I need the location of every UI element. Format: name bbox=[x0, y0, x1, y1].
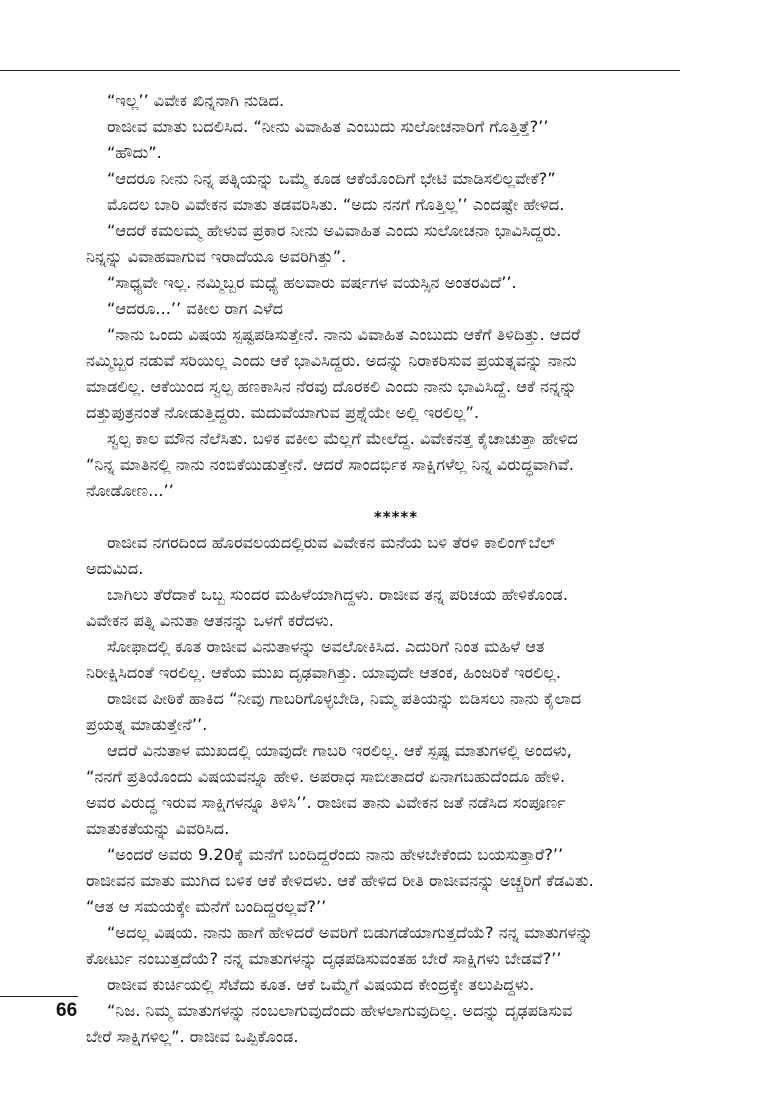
text-line: ರಾಜೀವ ಕುರ್ಚಿಯಲ್ಲಿ ಸೆಟೆದು ಕೂತ. ಆಕೆ ಒಮ್ಮೆಗೆ ವಿಷಯದ ಕೇಂದ್ರಕ್ಕೇ ತಲುಪಿದ್ದಳು. bbox=[107, 975, 535, 994]
text-line: “ಆದರೆ ಕಮಲಮ್ಮ ಹೇಳುವ ಪ್ರಕಾರ ನೀನು ಅವಿವಾಹಿತ ಎಂದು ಸುಲೋಚನಾ ಭಾವಿಸಿದ್ದರು. bbox=[107, 221, 562, 240]
text-line: “ಸಾಧ್ಯವೇ ಇಲ್ಲ. ನಮ್ಮಿಬ್ಬರ ಮಧ್ಯೆ ಹಲವಾರು ವರ್ಷಗಳ ವಯಸ್ಸಿನ ಅಂತರವಿದೆ’’. bbox=[107, 273, 517, 292]
text-line: “ನನಗೆ ಪ್ರತಿಯೊಂದು ವಿಷಯವನ್ನೂ ಹೇಳಿ. ಅಪರಾಧ ಸಾಬೀತಾದರೆ ಏನಾಗಬಹುದೆಂದೂ ಹೇಳಿ. bbox=[86, 767, 566, 786]
text-line: “ನಾನು ಒಂದು ವಿಷಯ ಸ್ಪಷ್ಟಪಡಿಸುತ್ತೇನೆ. ನಾನು ವಿವಾಹಿತ ಎಂಬುದು ಆಕೆಗೆ ತಿಳಿದಿತ್ತು. ಆದರೆ bbox=[107, 325, 581, 344]
text-line: ನಮ್ಮಿಬ್ಬರ ನಡುವೆ ಸರಿಯಿಲ್ಲ ಎಂದು ಆಕೆ ಭಾವಿಸಿದ್ದರು. ಅದನ್ನು ನಿರಾಕರಿಸುವ ಪ್ರಯತ್ನವನ್ನು ನಾನು bbox=[86, 351, 577, 370]
text-line: “ನಿನ್ನ ಮಾತಿನಲ್ಲಿ ನಾನು ನಂಬಿಕೆಯಿಡುತ್ತೇನೆ. ಆದರೆ ಸಾಂದರ್ಭಿಕ ಸಾಕ್ಷಿಗಳೆಲ್ಲ ನಿನ್ನ ವಿರುದ್ಧವಾಗಿವೆ. bbox=[86, 455, 574, 474]
text-line: “ಆದರೂ...’’ ವಕೀಲ ರಾಗ ಎಳೆದ bbox=[107, 299, 284, 318]
text-line: ಅದುಮಿದ. bbox=[86, 559, 144, 578]
text-line: “ಆದರೂ ನೀನು ನಿನ್ನ ಪತ್ನಿಯನ್ನು ಒಮ್ಮೆ ಕೂಡ ಆಕೆಯೊಂದಿಗೆ ಭೇಟಿ ಮಾಡಿಸಲಿಲ್ಲವೇಕೆ?” bbox=[107, 169, 556, 188]
header-rule bbox=[0, 70, 680, 71]
text-line: ಮಾತುಕತೆಯನ್ನು ವಿವರಿಸಿದ. bbox=[86, 819, 230, 838]
text-line: ಆದರೆ ವಿನುತಾಳ ಮುಖದಲ್ಲಿ ಯಾವುದೇ ಗಾಬರಿ ಇರಲಿಲ್ಲ. ಆಕೆ ಸ್ಪಷ್ಟ ಮಾತುಗಳಲ್ಲಿ ಅಂದಳು, bbox=[107, 741, 572, 760]
section-separator: ***** bbox=[373, 508, 419, 526]
text-line: ಬೇರೆ ಸಾಕ್ಷಿಗಳಿಲ್ಲ”. ರಾಜೀವ ಒಪ್ಪಿಕೊಂಡ. bbox=[86, 1027, 299, 1046]
text-line: ಸೋಫಾದಲ್ಲಿ ಕೂತ ರಾಜೀವ ವಿನುತಾಳನ್ನು ಅವಲೋಕಿಸಿದ. ಎದುರಿಗೆ ನಿಂತ ಮಹಿಳೆ ಆತ bbox=[107, 637, 545, 656]
text-line: ವಿವೇಕನ ಪತ್ನಿ ವಿನುತಾ ಆತನನ್ನು ಒಳಗೆ ಕರೆದಳು. bbox=[86, 611, 334, 630]
text-line: ರಾಜೀವ ಮಾತು ಬದಲಿಸಿದ. “ನೀನು ವಿವಾಹಿತ ಎಂಬುದು ಸುಲೋಚನಾರಿಗೆ ಗೊತ್ತಿತ್ತೆ?’’ bbox=[107, 117, 549, 136]
text-line: ಮಾಡಲಿಲ್ಲ. ಆಕೆಯಿಂದ ಸ್ವಲ್ಪ ಹಣಕಾಸಿನ ನೆರವು ದೊರಕಲಿ ಎಂದು ನಾನು ಭಾವಿಸಿದ್ದೆ. ಆಕೆ ನನ್ನನ್ನು bbox=[86, 377, 577, 396]
text-line: ರಾಜೀವನ ಮಾತು ಮುಗಿದ ಬಳಿಕ ಆಕೆ ಕೇಳಿದಳು. ಆಕೆ ಹೇಳಿದ ರೀತಿ ರಾಜೀವನನ್ನು ಅಚ್ಚರಿಗೆ ಕೆಡವಿತು. bbox=[86, 871, 594, 890]
text-line: “ಇಲ್ಲ’’ ವಿವೇಕ ಖಿನ್ನನಾಗಿ ನುಡಿದ. bbox=[107, 91, 285, 110]
text-line: ಪ್ರಯತ್ನ ಮಾಡುತ್ತೇನೆ’’. bbox=[86, 715, 208, 734]
footer-rule bbox=[0, 996, 78, 997]
text-line: ರಾಜೀವ ಪೀಠಿಕೆ ಹಾಕಿದ “ನೀವು ಗಾಬರಿಗೊಳ್ಳಬೇಡಿ, ನಿಮ್ಮ ಪತಿಯನ್ನು ಬಿಡಿಸಲು ನಾನು ಕೈಲಾದ bbox=[107, 689, 582, 708]
text-line: “ಅದಲ್ಲ ವಿಷಯ. ನಾನು ಹಾಗೆ ಹೇಳಿದರೆ ಅವರಿಗೆ ಬಿಡುಗಡೆಯಾಗುತ್ತದೆಯೆ? ನನ್ನ ಮಾತುಗಳನ್ನು bbox=[107, 923, 593, 942]
text-line: ನಿರೀಕ್ಷಿಸಿದಂತೆ ಇರಲಿಲ್ಲ. ಆಕೆಯ ಮುಖ ದೃಢವಾಗಿತ್ತು. ಯಾವುದೇ ಆತಂಕ, ಹಿಂಜರಿಕೆ ಇರಲಿಲ್ಲ. bbox=[86, 663, 561, 682]
text-line: ರಾಜೀವ ನಗರದಿಂದ ಹೊರವಲಯದಲ್ಲಿರುವ ವಿವೇಕನ ಮನೆಯ ಬಳಿ ತೆರಳಿ ಕಾಲಿಂಗ್‌ಬೆಲ್ bbox=[107, 533, 557, 552]
text-line: ಕೋರ್ಟು ನಂಬುತ್ತದೆಯೆ? ನನ್ನ ಮಾತುಗಳನ್ನು ದೃಢಪಡಿಸುವಂತಹ ಬೇರೆ ಸಾಕ್ಷಿಗಳು ಬೇಡವೆ?’’ bbox=[86, 949, 562, 968]
text-line: “ಅಂದರೆ ಅವರು 9.20ಕ್ಕೆ ಮನೆಗೆ ಬಂದಿದ್ದರೆಂದು ನಾನು ಹೇಳಬೇಕೆಂದು ಬಯಸುತ್ತಾರೆ?’’ bbox=[107, 845, 564, 864]
text-line: ಅವರ ವಿರುದ್ಧ ಇರುವ ಸಾಕ್ಷಿಗಳನ್ನೂ ತಿಳಿಸಿ’’. ರಾಜೀವ ತಾನು ವಿವೇಕನ ಜತೆ ನಡೆಸಿದ ಸಂಪೂರ್ಣ bbox=[86, 793, 566, 812]
text-line: “ಆತ ಆ ಸಮಯಕ್ಕೇ ಮನೆಗೆ ಬಂದಿದ್ದರಲ್ಲವೆ?’’ bbox=[86, 897, 327, 916]
text-line: ನೋಡೋಣ...’’ bbox=[86, 481, 174, 500]
text-line: ಮೊದಲ ಬಾರಿ ವಿವೇಕನ ಮಾತು ತಡವರಿಸಿತು. “ಅದು ನನಗೆ ಗೊತ್ತಿಲ್ಲ’’ ಎಂದಷ್ಟೇ ಹೇಳಿದ. bbox=[107, 195, 565, 214]
text-line: ಬಾಗಿಲು ತೆರೆದಾಕೆ ಒಬ್ಬ ಸುಂದರ ಮಹಿಳೆಯಾಗಿದ್ದಳು. ರಾಜೀವ ತನ್ನ ಪರಿಚಯ ಹೇಳಿಕೊಂಡ. bbox=[107, 585, 568, 604]
page-number: 66 bbox=[56, 1000, 78, 1021]
text-line: “ನಿಜ. ನಿಮ್ಮ ಮಾತುಗಳನ್ನು ನಂಬಲಾಗುವುದೆಂದು ಹೇಳಲಾಗುವುದಿಲ್ಲ. ಅದನ್ನು ದೃಢಪಡಿಸುವ bbox=[107, 1001, 573, 1020]
text-line: ಸ್ವಲ್ಪ ಕಾಲ ಮೌನ ನೆಲೆಸಿತು. ಬಳಿಕ ವಕೀಲ ಮೆಲ್ಲಗೆ ಮೇಲೆದ್ದ. ವಿವೇಕನತ್ತ ಕೈಚಾಚುತ್ತಾ ಹೇಳಿದ bbox=[107, 429, 578, 448]
text-line: ದತ್ತುಪುತ್ರನಂತೆ ನೋಡುತ್ತಿದ್ದರು. ಮದುವೆಯಾಗುವ ಪ್ರಶ್ನೆಯೇ ಅಲ್ಲಿ ಇರಲಿಲ್ಲ”. bbox=[86, 403, 480, 422]
body-text bbox=[86, 88, 686, 1050]
text-line: “ಹೌದು”. bbox=[107, 143, 162, 162]
text-line: ನಿನ್ನನ್ನು ವಿವಾಹವಾಗುವ ಇರಾದೆಯೂ ಅವರಿಗಿತ್ತು”. bbox=[86, 247, 347, 266]
